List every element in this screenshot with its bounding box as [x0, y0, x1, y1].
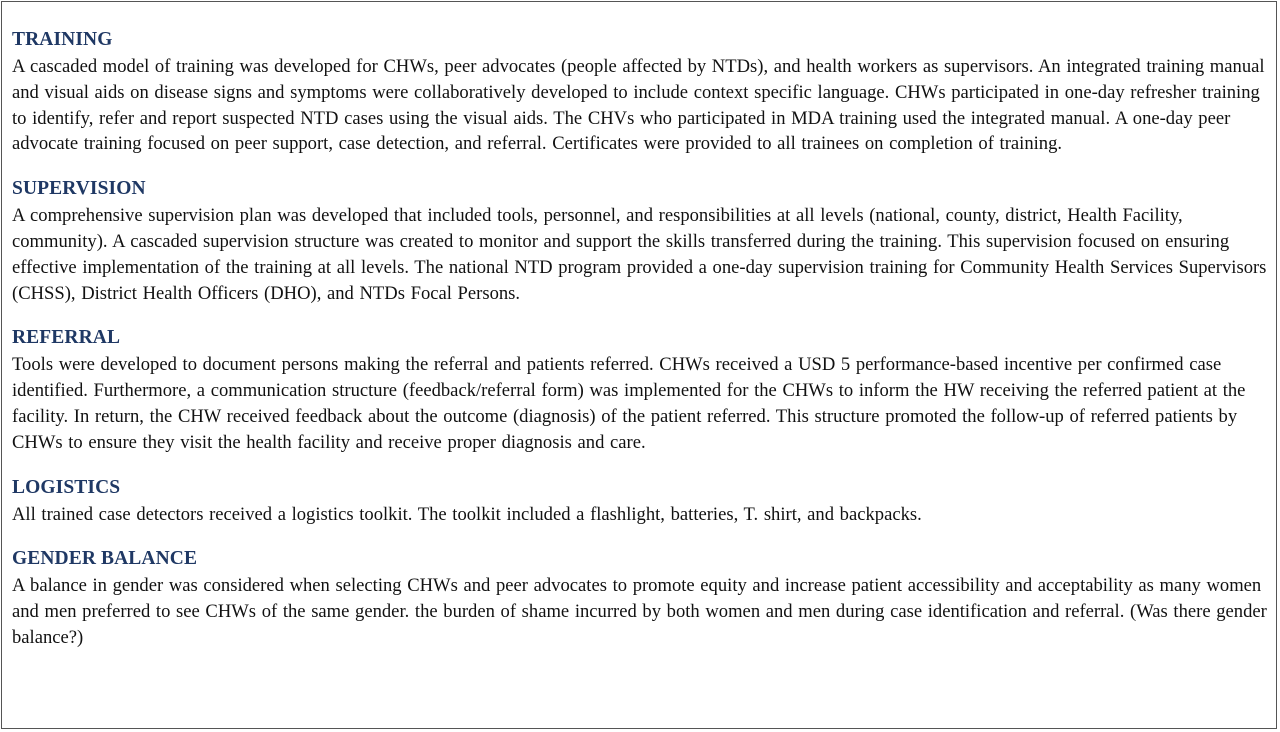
section-heading: REFERRAL	[12, 327, 121, 349]
document-frame	[1, 1, 1277, 729]
section-paragraph: A cascaded model of training was developed for CHWs, peer advocates (people affected by NTDs), and health workers as supervisors. An integrated training manual and visual aids on disease signs and symptoms were collaboratively developed to include context specific language. CHWs participated in one-day refresher training to identify, refer and report suspected NTD cases using the visual aids. The CHVs who participated in MDA training used the integrated manual. A one-day peer advocate training focused on peer support, case detection, and referral. Certificates were provided to all trainees on completion of training.	[12, 56, 1265, 155]
section-logistics	[12, 474, 1268, 528]
section-paragraph: Tools were developed to document persons making the referral and patients referred. CHWs received a USD 5 performance-based incentive per confirmed case identified. Furthermore, a communication structure (feedback/referral form) was implemented for the CHWs to inform the HW receiving the referred patient at the facility. In return, the CHW received feedback about the outcome (diagnosis) of the patient referred. This structure promoted the follow-up of referred patients by CHWs to ensure they visit the health facility and receive proper diagnosis and care.	[12, 354, 1246, 453]
section-supervision	[12, 175, 1268, 306]
section-heading: TRAINING	[12, 29, 113, 50]
section-training	[12, 26, 1268, 157]
section-heading: GENDER BALANCE	[12, 548, 198, 570]
section-paragraph: All trained case detectors received a logistics toolkit. The toolkit included a flashlight, batteries, T. shirt, and backpacks.	[12, 503, 922, 525]
section-paragraph: A comprehensive supervision plan was developed that included tools, personnel, and responsibilities at all levels (national, county, district, Health Facility, community). A cascaded supervision structure was created to monitor and support the skills transferred during the training. This supervision focused on ensuring effective implementation of the training at all levels. The national NTD program provided a one-day supervision training for Community Health Services Supervisors (CHSS), District Health Officers (DHO), and NTDs Focal Persons.	[12, 205, 1267, 304]
section-paragraph: A balance in gender was considered when selecting CHWs and peer advocates to promote equity and increase patient accessibility and acceptability as many women and men preferred to see CHWs of the same gender. the burden of shame incurred by both women and men during case identification and referral. (Was there gender balance?)	[12, 575, 1267, 648]
section-gender-balance	[12, 545, 1268, 650]
section-heading: SUPERVISION	[12, 178, 146, 200]
section-referral	[12, 324, 1268, 455]
section-heading: LOGISTICS	[12, 476, 121, 498]
document-content	[12, 26, 1268, 669]
